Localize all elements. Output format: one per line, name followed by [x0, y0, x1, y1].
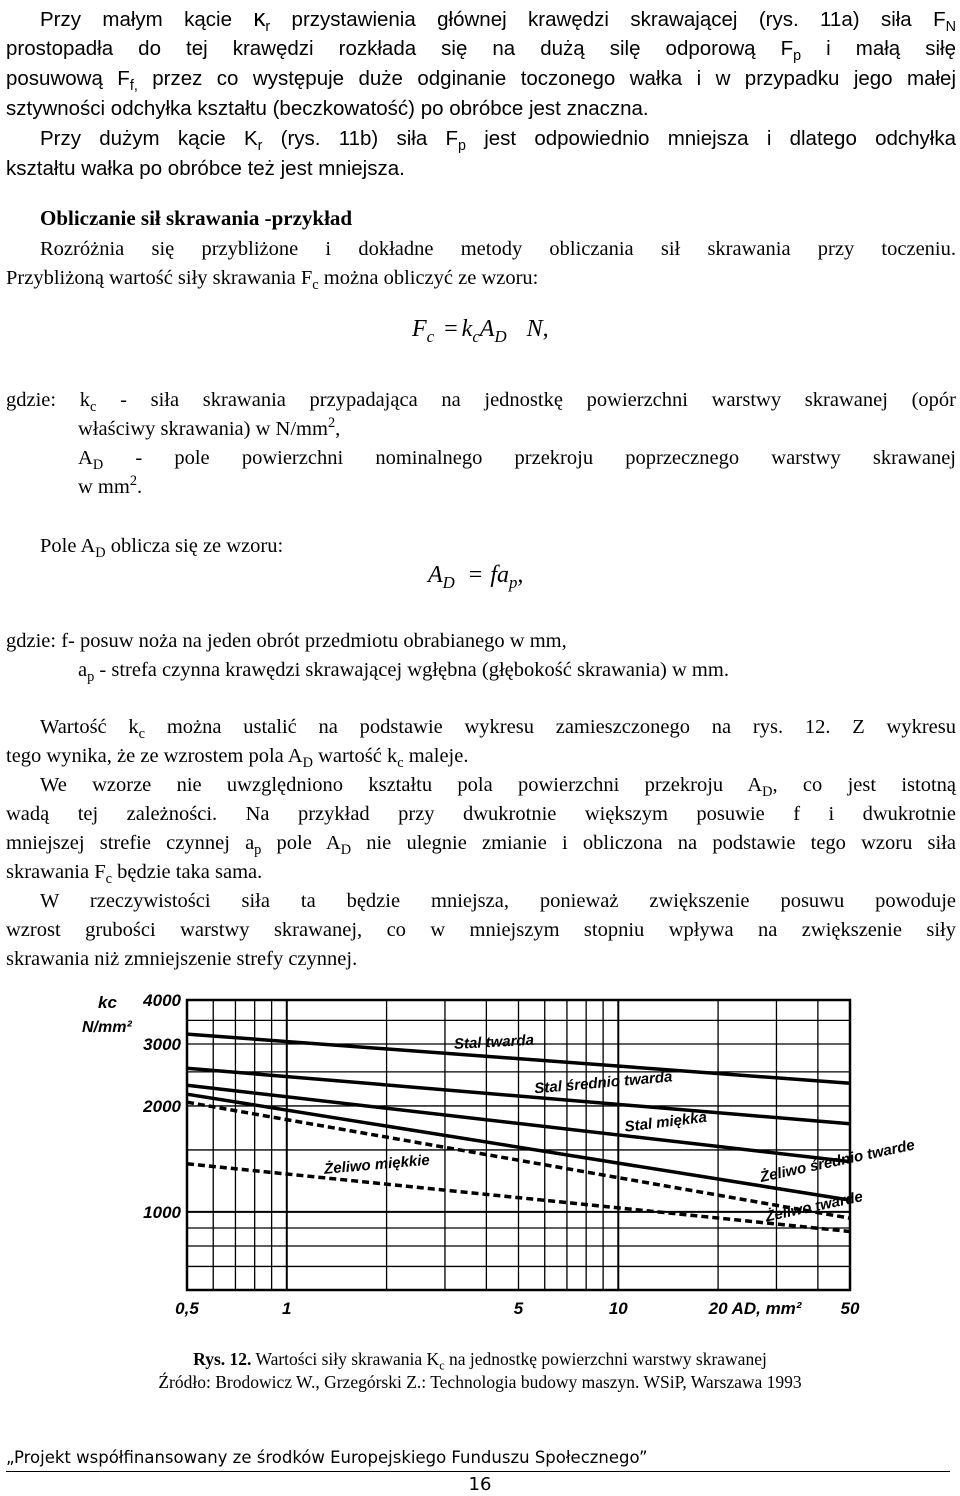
y-tick-label: 4000	[143, 991, 181, 1010]
y-tick-label: 1000	[143, 1202, 181, 1222]
paragraph-6-line-2: wzrost grubości warstwy skrawanej, co w mniejszym stopniu wpływa na zwiększenie siły	[6, 919, 956, 941]
series-label-1: Stal twarda	[453, 1031, 535, 1053]
series-label-2: Stal średnio twarda	[533, 1068, 674, 1098]
footer-text: „Projekt współfinansowany ze środków Europejskiego Funduszu Społecznego”	[6, 1448, 648, 1467]
definition-ad-line-1: $A_D$ - pole powierzchni nominalnego przekroju poprzecznego warstwy skrawanej	[78, 447, 956, 474]
kc-chart	[80, 980, 917, 1340]
paragraph-1-line-2: prostopadła do tej krawędzi rozkłada się na dużą silę odporową $F_p$ i małą siłę	[6, 37, 956, 65]
paragraph-4-line-1: Wartość $k_c$ można ustalić na podstawie wykresu zamieszczonego na rys. 12. Z wykresu	[40, 716, 956, 743]
paragraph-1-line-3: posuwową $F_{f,}$ przez co występuje duże odginanie toczonego wałka i w przypadku jego małej	[6, 67, 956, 95]
section-heading: Obliczanie sił skrawania -przykład	[40, 206, 353, 230]
paragraph-6-line-3: skrawania niż zmniejszenie strefy czynnej.	[6, 948, 358, 970]
series-label-4: Żeliwo średnio twarde	[758, 1136, 917, 1186]
definition-ad-line-2: w $mm^2$.	[78, 473, 143, 498]
x-axis-label: AD, mm²	[731, 1299, 802, 1318]
formula-area: $A_D = fa_p$,	[428, 562, 524, 592]
x-tick-label: 20	[708, 1299, 728, 1318]
x-tick-label: 50	[840, 1299, 860, 1318]
y-axis-label: kc	[98, 993, 117, 1012]
paragraph-1-line-4: sztywności odchyłka kształtu (beczkowatość) po obróbce jest znaczna.	[6, 97, 649, 120]
figure-caption: Rys. 12. Wartości siły skrawania $K_c$ na jednostkę powierzchni warstwy skrawanej	[193, 1349, 767, 1373]
y-tick-label: 2000	[143, 1096, 181, 1116]
paragraph-2-line-2: kształtu wałka po obróbce też jest mniejsza.	[6, 157, 405, 180]
x-tick-label: 0,5	[175, 1299, 199, 1318]
pole-ad-intro: Pole $A_D$ oblicza się ze wzoru:	[40, 535, 284, 562]
definition-ap: $a_p$ - strefa czynna krawędzi skrawającej wgłębna (głębokość skrawania) w mm.	[78, 659, 729, 686]
x-tick-label: 10	[608, 1299, 628, 1318]
x-tick-label: 5	[513, 1299, 524, 1318]
page-number: 16	[468, 1474, 492, 1495]
paragraph-4-line-2: tego wynika, że ze wzrostem pola $A_D$ wartość $k_c$ maleje.	[6, 745, 469, 772]
y-tick-label: 3000	[143, 1034, 181, 1054]
paragraph-3-line-2: Przybliżoną wartość siły skrawania $F_c$ można obliczyć ze wzoru:	[6, 267, 539, 294]
paragraph-2-line-1: Przy dużym kącie $K_r$ (rys. 11b) siła $F_p$ jest odpowiednio mniejsza i dlatego odchyłka	[40, 127, 957, 155]
paragraph-5-line-4: skrawania $F_c$ będzie taka sama.	[6, 861, 263, 888]
footer-rule	[6, 1471, 950, 1472]
paragraph-1-line-1: Przy małym kącie $\kappa_r$ przystawienia głównej krawędzi skrawającej (rys. 11a) siła $F_N$	[40, 5, 956, 36]
definition-kc-line-1: gdzie: $k_c$ - siła skrawania przypadająca na jednostkę powierzchni warstwy skrawanej (opór	[6, 389, 956, 416]
series-label-6: Żeliwo miękkie	[323, 1151, 431, 1178]
series-label-3: Stal miękka	[623, 1108, 708, 1136]
definition-kc-line-2: właściwy skrawania) w $N/mm^2$,	[78, 415, 341, 440]
series-label-5: Żeliwo twarde	[763, 1188, 865, 1226]
paragraph-5-line-2: wadą tej zależności. Na przykład przy dwukrotnie większym posuwie f i dwukrotnie	[6, 803, 956, 825]
formula-cutting-force: $F_c = k_cA_D$ N,	[412, 316, 549, 346]
paragraph-3-line-1: Rozróżnia się przybliżone i dokładne metody obliczania sił skrawania przy toczeniu.	[40, 238, 956, 260]
paragraph-6-line-1: W rzeczywistości siła ta będzie mniejsza, ponieważ zwiększenie posuwu powoduje	[40, 890, 956, 912]
figure-source: Źródło: Brodowicz W., Grzegórski Z.: Technologia budowy maszyn. WSiP, Warszawa 1993	[158, 1372, 802, 1392]
x-tick-label: 1	[282, 1299, 292, 1318]
paragraph-5-line-1: We wzorze nie uwzględniono kształtu pola powierzchni przekroju $A_D$, co jest istotną	[40, 774, 956, 801]
definition-f: gdzie: f- posuw noża na jeden obrót przedmiotu obrabianego w mm,	[6, 630, 567, 652]
y-axis-unit: N/mm²	[82, 1019, 132, 1036]
paragraph-5-line-3: mniejszej strefie czynnej $a_p$ pole $A_D$ nie ulegnie zmianie i obliczona na podstawie tego wzoru siła	[6, 832, 956, 859]
